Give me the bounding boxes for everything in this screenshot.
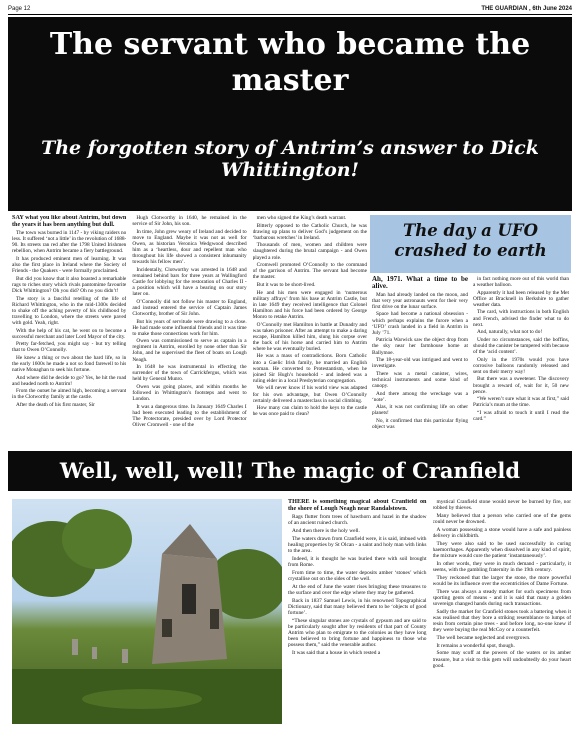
story1-banner — [8, 17, 572, 211]
paragraph: Pretty far-fetched, you might say - but try telling that to Owen O’Connolly. — [12, 341, 127, 354]
paragraph: Only in the 1970s would you have corrosive balloons randomly released and sent on their merry way! — [473, 356, 569, 375]
paragraph: Under no circumstances, said the boffins, should the canister be tampered with because of the ‘acid content’. — [473, 336, 569, 356]
paragraph: But his years of servitude were drawing to a close. He had made some influential friends and it was time to make those connections work for him. — [132, 318, 247, 337]
paragraph: We will never know if his world view was adapted for his own advantage, but Owen O’Connolly certainly delivered a masterclass in social climbing. — [252, 385, 367, 404]
paragraph: Thousands of men, women and children were slaughtered during the brutal campaign - and Owen played a role. — [252, 242, 367, 261]
story1-col1 — [12, 215, 126, 445]
story2-title: Well, well, well! The magic of Cranfield — [8, 451, 572, 491]
page-header — [8, 3, 572, 15]
paragraph: Rags flutter from trees of hawthorn and hazel in the shadow of an ancient ruined church. — [288, 514, 427, 527]
page-number: Page 12 — [8, 5, 31, 12]
paragraph: And there among the wreckage was a ‘note’. — [372, 390, 468, 403]
paragraph: They were also said to be used successfully in curing haemorrhages. Apparently when dissolved in any kind of spirit, the mixture would cure the patient ‘instantaneously’. — [432, 540, 571, 560]
paragraph: men who signed the King’s death warrant. — [256, 215, 347, 221]
paragraph: Many believed that a person who carried one of the gems could never be drowned. — [432, 512, 571, 526]
paragraph: And then there is the holy well. — [292, 528, 360, 534]
story1-col2 — [132, 215, 246, 445]
paper-name-date: THE GUARDIAN , 6th June 2024 — [481, 5, 572, 12]
paragraph: Incidentally, Clotworthy was arrested in 1648 and remained behind bars for three years at Wallingford Castle for lobbying for the restoration of Charles II - a position which will have a bearing on our story later on. — [132, 266, 247, 298]
paragraph: Owen was going places, and within months he followed in Whittington’s footsteps and went to London. — [132, 383, 247, 403]
lead-paragraph: SAY what you like about Antrim, but down the years it has been anything but dull. — [12, 215, 127, 228]
paragraph: With the help of his cat, he went on to become a successful merchant and later Lord Mayor of the city. — [12, 327, 127, 340]
ufo-sidebar — [370, 215, 571, 447]
paragraph: In other words, they were in much demand - particularly, it seems, with the gambling fraternity in the 19th century. — [432, 560, 571, 574]
paragraph: Patricia Warwick saw the object drop from the sky near her farmhouse home at Ballymoe. — [372, 337, 468, 356]
story2-col1 — [288, 499, 427, 729]
paragraph: The waters drawn from Cranfield were, it is said, imbued with healing properties by St Olcan - a saint and holy man with links to the area. — [288, 535, 427, 555]
paragraph: Alas, it was not confirming life on other planets! — [372, 404, 468, 417]
paragraph: There was always a steady market for such specimens from sporting gents of means - and it is said that many a golden sovereign changed hands during such transactions. — [432, 588, 571, 608]
paragraph: Sadly the market for Cranfield stones took a battering when it was realised that they bore a striking resemblance to lumps of resin from certain pine trees - and before long, no-one knew if they were buying the real McCoy or a counterfeit. — [432, 608, 571, 634]
paragraph: How many can claim to hold the keys to the castle he was once paid to clean? — [252, 405, 367, 418]
paragraph — [288, 499, 427, 513]
paragraph: “I was afraid to touch it until I read the card.” — [473, 409, 569, 422]
lead-paragraph: Ah, 1971. What a time to be alive. — [372, 276, 468, 291]
paragraph: Indeed, it is thought he was buried there with soil brought from Rome. — [288, 555, 427, 569]
story2-col2 — [433, 499, 572, 729]
paragraph: And, naturally, what not to do! — [477, 329, 543, 336]
paragraph: in fact nothing more out of this world than a weather balloon. — [473, 276, 569, 289]
paragraph: But it was to be short-lived. — [256, 281, 316, 288]
paragraph: The card, with instructions in both English and French, advised the finder what to do next. — [473, 309, 569, 328]
paragraph: There was a metal canister, wires, technical instruments and some kind of canopy. — [372, 370, 468, 389]
paragraph: It was a dangerous time. In January 1649 Charles I had been executed leading to the establishment of The Protectorate, presided over by Lord Protector Oliver Cromwell - one of the — [132, 403, 247, 428]
paragraph: The well became neglected and overgrown. — [436, 635, 531, 642]
story2-body — [288, 499, 571, 729]
paragraph: The town was burned in 1147 - by viking raiders no less. It suffered ‘not a little’ in the revolution of 1688-90. Its streets ran red after the 1798 United Irishmen rebellion, when Antrim became a fiery battleground. — [12, 230, 127, 255]
paragraph: From time to time, the water deposits amber ‘stones’ which crystallise out on the sides of the well. — [288, 569, 427, 582]
paragraph: They reckoned that the larger the stone, the more powerful would be its influence over the eccentricities of Dame Fortune. — [432, 574, 571, 587]
lead-paragraph: THERE is something magical about Cranfield on the shore of Lough Neagh near Randalstown. — [288, 499, 427, 512]
paragraph: Some may scoff at the powers of the waters or its amber treasure, but a visit to this gem will undoubtedly do your heart good. — [432, 650, 571, 669]
story1-body — [12, 215, 367, 445]
paragraph: The story is a fanciful retelling of the life of Richard Whittington, who in the mid-1300s decided to shake off the aching poverty of his childhood by travelling to London, where the streets were paved with gold. Yeah, right. — [12, 295, 127, 326]
paragraph: Owen was commissioned to serve as captain in a regiment in Antrim, enrolled by none other than Sir John, and he supervised the fleet of boats on Lough Neagh. — [132, 338, 247, 363]
ufo-title: The day a UFO crashed to earth — [370, 215, 571, 273]
ufo-col2 — [473, 276, 569, 445]
paragraph: It has produced eminent men of learning. It was also the first place in Ireland where the Society of Friends - the Quakers - were formally proclaimed. — [12, 255, 127, 275]
paragraph: It was said that a house in which rested a — [292, 650, 381, 657]
paragraph: But there was a sweetener. The discovery brought a reward of, wait for it, 50 new pence. — [473, 376, 569, 395]
paragraph: In 1648 he was instrumental in effecting the surrender of the town of Carrickfergus, which was held by General Munro. — [132, 364, 247, 383]
paragraph — [12, 215, 126, 229]
church-ruin-illustration — [12, 499, 282, 724]
paragraph: O’Connolly did not follow his master to England, and instead entered the service of Captain James Clotworthy, brother of Sir John. — [132, 298, 247, 317]
paragraph: He was a mass of contradictions. Born Catholic into a Gaelic Irish family, he married an English woman. He converted to Protestantism, when he joined Sir Hugh’s household - and indeed was a ruling elder in a local Presbyterian congregation. — [252, 353, 367, 384]
paragraph: Man had already landed on the moon, and that very year astronauts went for their very first drive on the lunar surface. — [372, 291, 468, 310]
paragraph: Space had become a national obsession - which perhaps explains the furore when a ‘UFO’ crash landed in a field in Antrim in July ’71. — [372, 311, 468, 336]
paragraph: But did you know that it also boasted a remarkable rags to riches story which rivals pantomime favourite Dick Whittington? Oh you did? Oh no you didn’t! — [12, 275, 127, 294]
paragraph: Bitterly opposed to the Catholic Church, he was drawing up plans to deliver God’s judgement on the ‘barbarous wretches’ in Ireland. — [252, 222, 367, 241]
cranfield-photo — [12, 499, 282, 724]
paragraph: Hugh Clotworthy in 1640, he remained in the service of Sir John, his son. — [132, 215, 247, 228]
paragraph: From the outset he aimed high, becoming a servant in the Clotworthy family at the castle. — [12, 388, 127, 401]
paragraph: No, it confirmed that this particular flying object was — [372, 417, 468, 431]
story1-title: The servant who became the master — [49, 27, 531, 98]
paragraph: At the end of June the water rises bringing these treasures to the surface and over the edge where they may be gathered. — [288, 583, 427, 596]
paragraph: And where did he decide to go? Yes, he hit the road and headed north to Antrim! — [12, 374, 127, 387]
paragraph: He knew a thing or two about the hard life, so in the early 1600s he made a not so fond farewell to his native Monaghan to seek his fortune. — [12, 354, 127, 374]
ufo-body — [370, 273, 571, 445]
story1-subtitle: The forgotten story of Antrim’s answer to Dick Whittington! — [41, 137, 539, 181]
paragraph: A woman possessing a stone would have a safe and painless delivery in childbirth. — [432, 526, 571, 540]
paragraph: Apparently it had been released by the Met Office at Bracknell in Berkshire to gather weather data. — [473, 289, 569, 308]
paragraph: After the death of his first master, Sir — [16, 402, 95, 409]
paragraph: Cromwell promoted O’Connolly to the command of the garrison of Antrim. The servant had become the master. — [252, 262, 367, 281]
paragraph: The 18-year-old was intrigued and went to investigate. — [372, 357, 468, 370]
story1-col3 — [253, 215, 367, 445]
paragraph — [372, 276, 468, 290]
paragraph: O’Connolly met Hamilton in battle at Dunadry and was taken prisoner. After an attempt to make a daring escape, Hamilton killed him, slung his corpse over the back of his horse and carried him to Antrim where he was eventually buried. — [252, 321, 367, 352]
paragraph: mystical Cranfield stone would never be burned by fire, nor robbed by thieves. — [432, 499, 571, 512]
paragraph: In time, John grew weary of Ireland and decided to move to England. Maybe it was not as well for Owen, as historian Veronica Wedgwood described him as a ‘heartless, dour and repellent man who throughout his life showed a consistent inhumanity towards his fellow men’. — [132, 228, 247, 266]
paragraph: Back in 1837 Samuel Lewis, in his renowned Topographical Dictionary, said that many believed them to be ‘objects of good fortune’. — [288, 597, 427, 616]
ufo-col1 — [372, 276, 468, 445]
paragraph: “We weren’t sure what it was at first,” said Patricia’s mum at the time. — [473, 396, 569, 409]
paragraph: He and his men were engaged in ‘numerous military affrays’ from his base at Antrim Castle, but in late 1649 they received intelligence that Colonel Hamilton and his force had been ordered by George Monro to retake Antrim. — [252, 289, 367, 320]
paragraph: It remains a wonderful spot, though. — [436, 642, 515, 649]
paragraph: “These singular stones are crystals of gypsum and are said to be particularly sought after by residents of that part of County Antrim who plan to emigrate to the colonies as they have long been believed to bring fortune and happiness to those who possess them,” said the venerable author. — [288, 617, 427, 649]
